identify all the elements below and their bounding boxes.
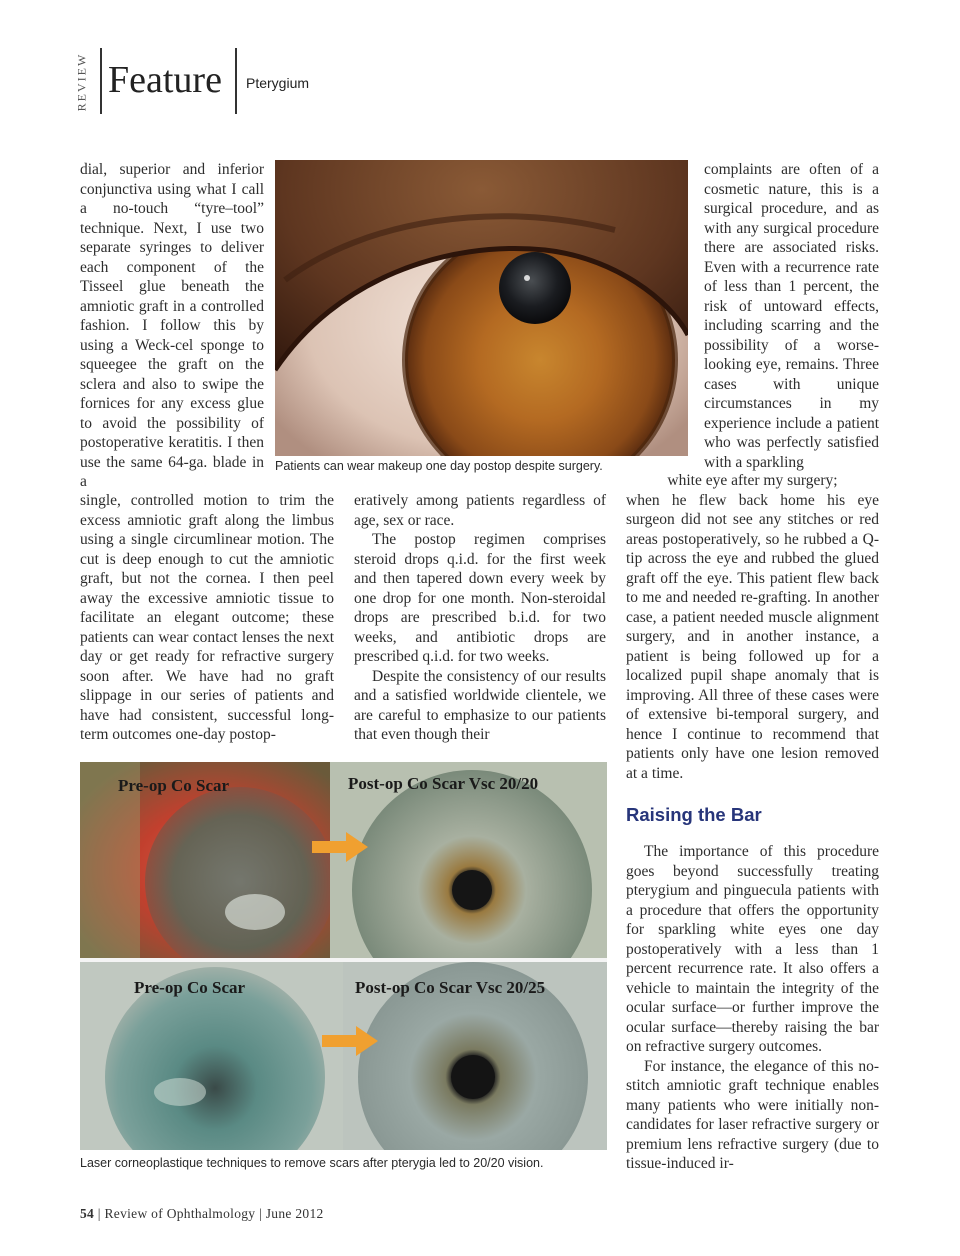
- panel-label: Pre-op Co Scar: [118, 776, 230, 795]
- issue-date: June 2012: [265, 1206, 324, 1221]
- section-name: Pterygium: [246, 75, 310, 91]
- body-text-col3-bottom: [626, 842, 879, 1174]
- page-footer: [80, 1206, 324, 1222]
- eye-illustration: [275, 160, 688, 456]
- arrow-right-icon: [312, 832, 368, 862]
- postop-panel-1: [330, 762, 607, 958]
- paragraph: Despite the consistency of our results and a satisfied worldwide clientele, we are careful to emphasize to our patients that even though their: [354, 667, 606, 743]
- feature-heading: Feature: [108, 59, 222, 101]
- subheading: Raising the Bar: [626, 804, 762, 825]
- header-divider: [235, 48, 237, 114]
- magazine-vertical-label: REVIEW: [74, 52, 89, 112]
- arrow-right-icon: [322, 1026, 378, 1056]
- header-divider: [100, 48, 102, 114]
- paragraph: when he flew back home his eye surgeon did not see any stitches or red areas postoperatively, so he rubbed a Q-tip across the eye and rubbed the glued graft off the eye. This patient flew back to me and needed re-grafting. In another case, a patient needed muscle alignment surgery, and in another instance, a patient is being followed up for a localized pupil shape anomaly that is improving. All three of these cases were of extensive bi-temporal surgery, and hence I continue to recommend that patients only have one lesion removed at a time.: [626, 491, 879, 782]
- preop-panel-2: [80, 962, 343, 1150]
- paragraph: The importance of this procedure goes beyond successfully treating pterygium and pinguecula patients with a procedure that offers the opportunity for sparkling white eyes one day postoperatively with a less than 1 percent recurrence rate. It also offers a vehicle to maintain the integrity of the ocular surface—or further improve the ocular surface—thereby raising the bar on refractive surgery outcomes.: [626, 843, 879, 1055]
- paragraph: For instance, the elegance of this no-stitch amniotic graft technique enables many patients who were initially non-candidates for laser refractive surgery or premium lens refractive surgery (due to tissue-induced ir-: [626, 1057, 879, 1172]
- before-after-figure: [80, 762, 607, 1150]
- journal-name: Review of Ophthalmology: [104, 1206, 256, 1221]
- postop-panel-2: [343, 962, 607, 1150]
- photo-caption: Patients can wear makeup one day postop despite surgery.: [275, 459, 603, 473]
- panel-label: Post-op Co Scar Vsc 20/20: [348, 774, 539, 793]
- footer-separator: |: [94, 1206, 105, 1221]
- paragraph: The postop regimen comprises steroid drops q.i.d. for the first week and then tapered down every week by one drop for one month. Non-steroidal drops are prescribed b.i.d. for two weeks, and antibiotic drops are prescribed q.i.d. for two weeks.: [354, 531, 606, 665]
- paragraph: white eye after my surgery;: [667, 472, 838, 489]
- paragraph: eratively among patients regardless of age, sex or race.: [354, 492, 606, 529]
- eye-photo: [275, 160, 688, 456]
- panel-label: Pre-op Co Scar: [134, 978, 246, 997]
- footer-separator: |: [255, 1206, 266, 1221]
- figure-caption: Laser corneoplastique techniques to remove scars after pterygia led to 20/20 vision.: [80, 1156, 544, 1170]
- body-text-col2: [354, 491, 606, 745]
- page-number: 54: [80, 1206, 95, 1221]
- preop-panel-1: [80, 762, 330, 958]
- body-text-col3-middle: [626, 471, 879, 783]
- body-text-col1-bottom: single, controlled motion to trim the excess amniotic graft along the limbus using a single circumlinear motion. The cut is deep enough to cut the amniotic graft, but not the cornea. I then peel away the excessive amniotic tissue to facilitate an elegant outcome; these patients can wear contact lenses the next day or get ready for refractive surgery soon after. We have had no graft slippage in our series of patients and have had consistent, successful long-term outcomes one-day postop-: [80, 492, 334, 743]
- panel-label: Post-op Co Scar Vsc 20/25: [355, 978, 546, 997]
- body-text-col3-top: complaints are often of a cosmetic nature, this is a surgical procedure, and as with any surgical procedure there are associated risks. Even with a recurrence rate of less than 1 percent, the risk of untoward effects, including scarring and the possibility of a worse-looking eye, remains. Three cases with unique circumstances in my experience include a patient who was perfectly satisfied with a sparkling: [704, 161, 879, 471]
- body-text-col1-top: dial, superior and inferior conjunctiva using what I call a no-touch “tyre–tool” technique. Next, I use two separate syringes to deliver each component of the Tisseel glue beneath the amniotic graft in a controlled fashion. I follow this by using a Weck-cel sponge to squeegee the graft on the sclera and also to swipe the fornices for any excess glue to avoid the possibility of postoperative keratitis. I then use the same 64-ga. blade in a: [80, 161, 264, 490]
